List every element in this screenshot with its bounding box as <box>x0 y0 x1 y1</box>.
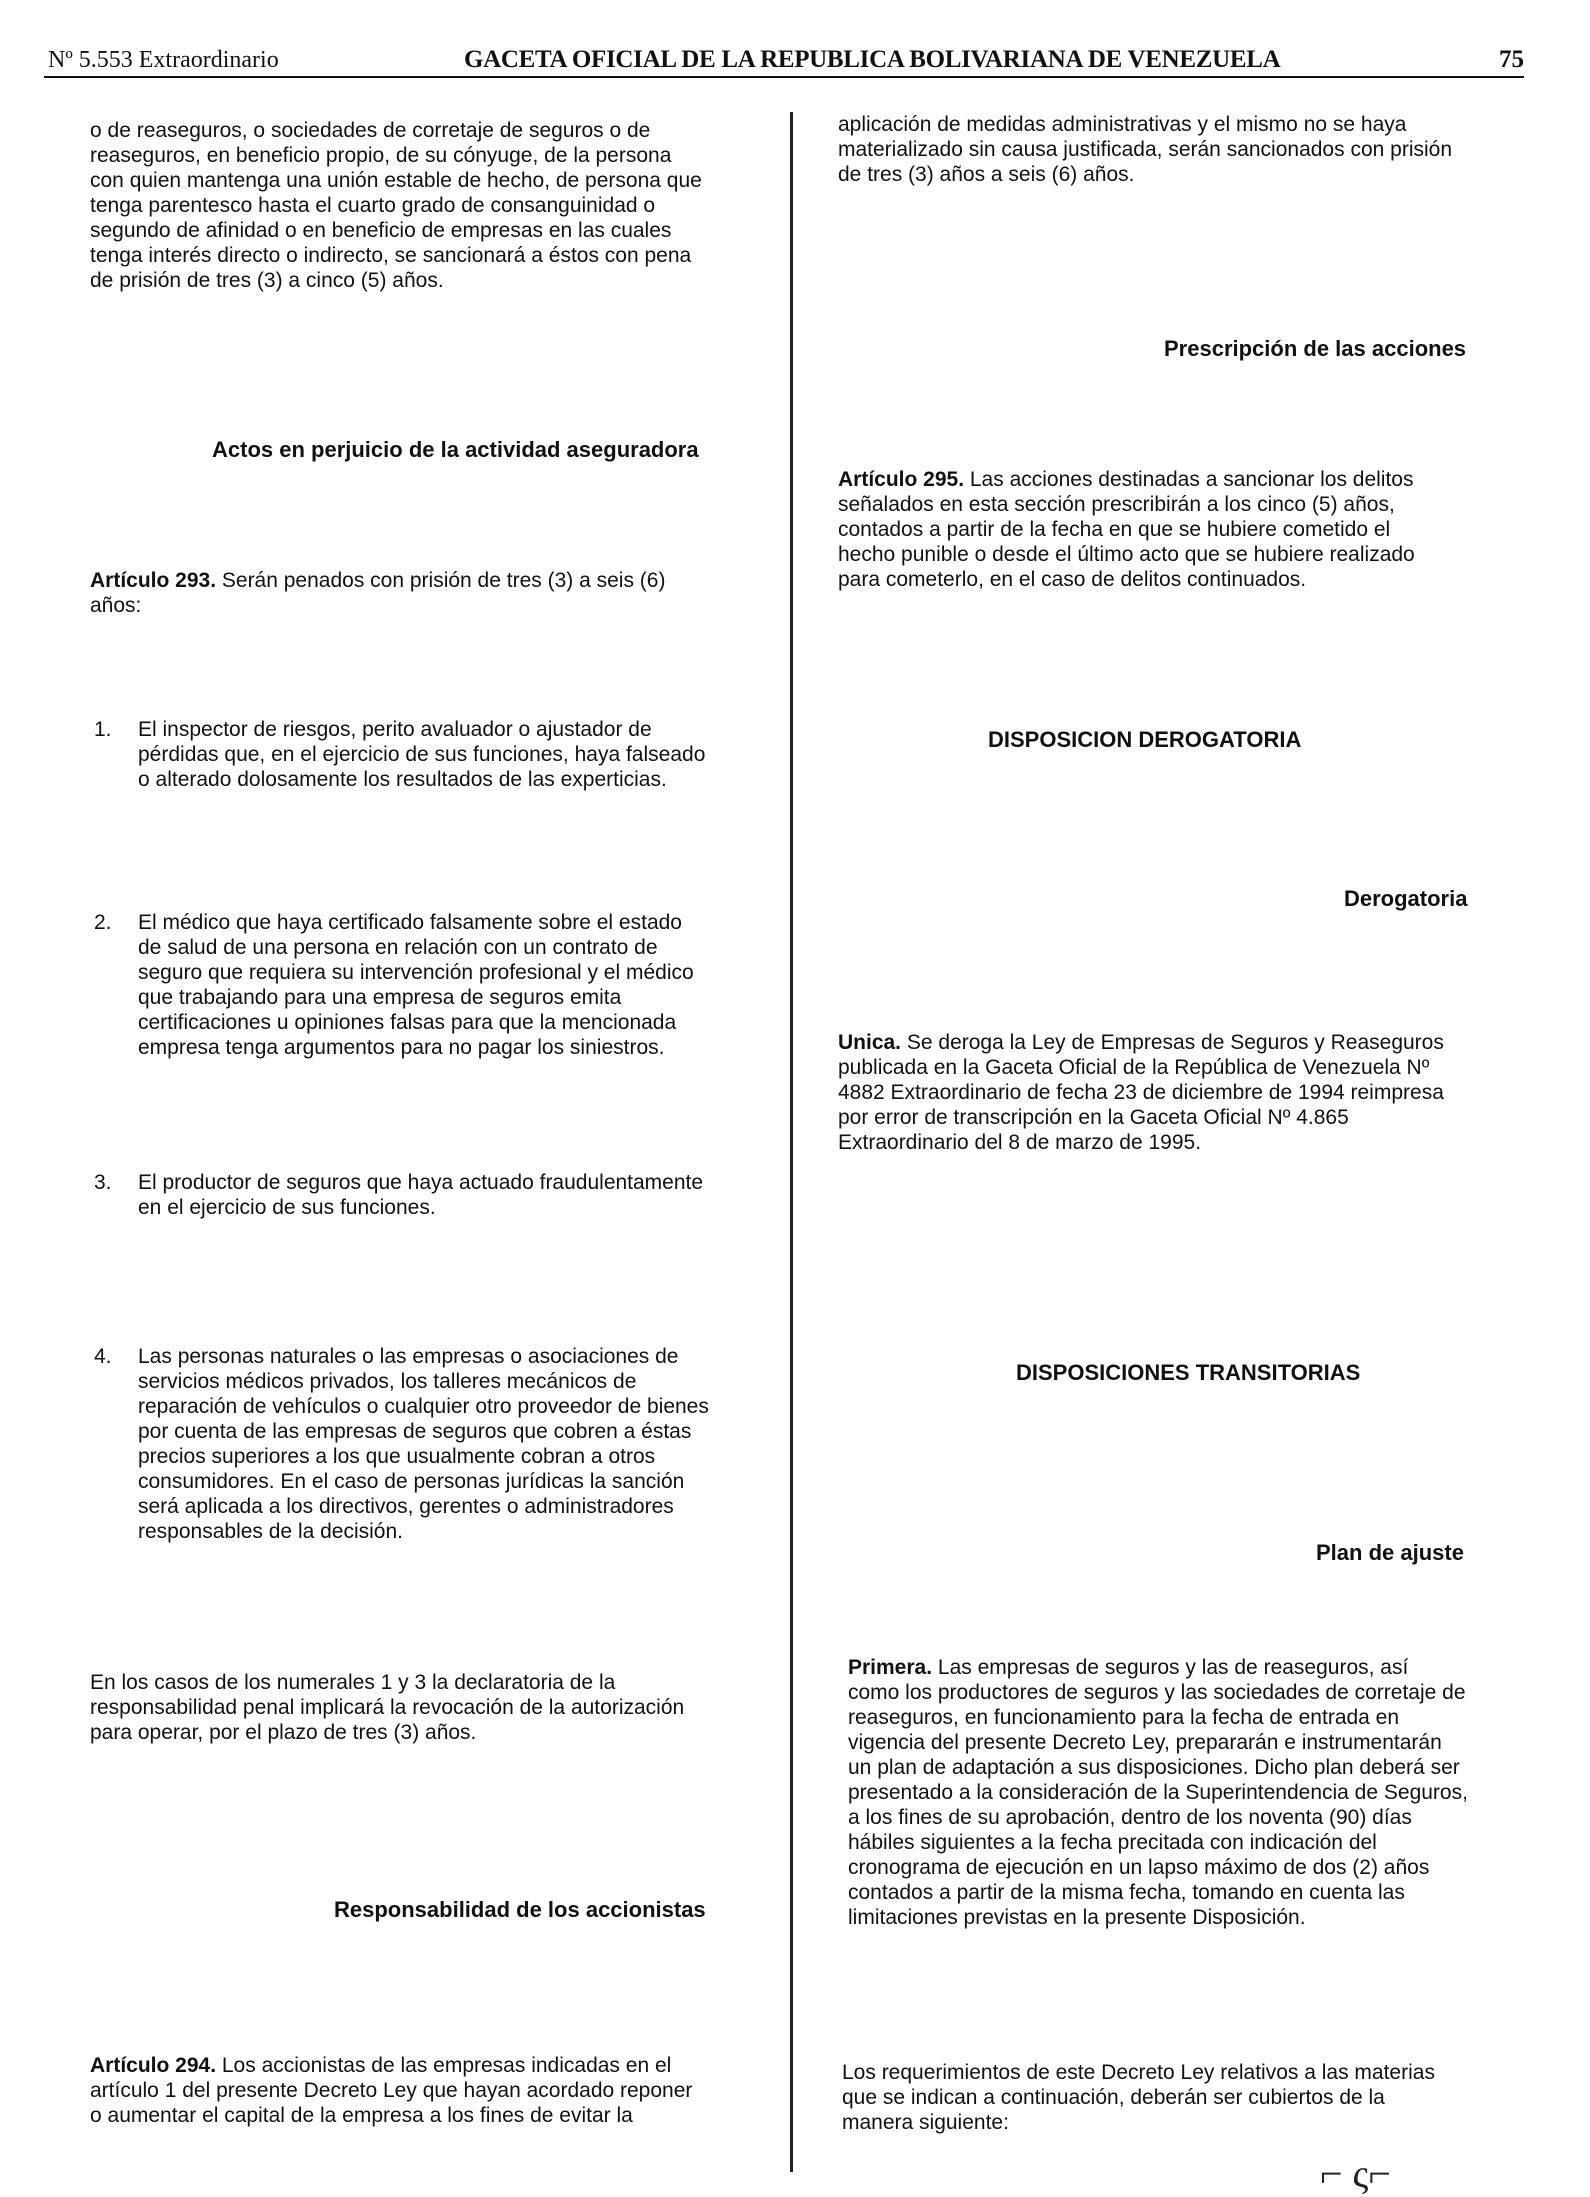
list-item-number: 4. <box>94 1345 112 1368</box>
article-294-text: Los accionistas de las empresas indicadas en el artículo 1 del presente Decreto Ley que hayan acordado reponer o aumentar el capital de la empresa a los fines de evitar la <box>90 2054 693 2127</box>
heading-responsabilidad: Responsabilidad de los accionistas <box>334 1897 706 1922</box>
article-294 <box>90 2053 730 2128</box>
list-item-text: Las personas naturales o las empresas o asociaciones de servicios médicos privados, los talleres mecánicos de reparación de vehículos o cualquier otro proveedor de bienes por cuenta de las empresas de seguros que cobren a éstas precios superiores a los que usualmente cobran a otros consumidores. En el caso de personas jurídicas la sanción será aplicada a los directivos, gerentes o administradores responsables de la decisión. <box>138 1345 709 1543</box>
primera-label: Primera. <box>848 1656 933 1679</box>
list-item-number: 1. <box>94 718 112 741</box>
disposicion-unica <box>838 1030 1478 1155</box>
right-intro-paragraph: aplicación de medidas administrativas y el mismo no se haya materializado sin causa justificada, serán sancionados con prisión de tres (3) años a seis (6) años. <box>838 113 1453 186</box>
article-295-label: Artículo 295. <box>838 468 965 491</box>
column-divider <box>790 112 793 2172</box>
left-closing-paragraph: En los casos de los numerales 1 y 3 la declaratoria de la responsabilidad penal implicará la revocación de la autorización para operar, por el plazo de tres (3) años. <box>90 1671 685 1744</box>
article-294-label: Artículo 294. <box>90 2054 217 2077</box>
issue-number: Nº 5.553 Extraordinario <box>48 47 279 73</box>
heading-actos-perjuicio: Actos en perjuicio de la actividad aseguradora <box>212 437 699 462</box>
list-item-text: El productor de seguros que haya actuado fraudulentamente en el ejercicio de sus funciones. <box>138 1171 704 1219</box>
left-intro-paragraph: o de reaseguros, o sociedades de corretaje de seguros o de reaseguros, en beneficio propio, de su cónyuge, de la persona con quien mantenga una unión estable de hecho, de persona que tenga parentesco hasta el cuarto grado de consanguinidad o segundo de afinidad o en beneficio de empresas en las cuales tenga interés directo o indirecto, se sancionará a éstos con pena de prisión de tres (3) a cinco (5) años. <box>90 119 702 292</box>
unica-text: Se deroga la Ley de Empresas de Seguros y Reaseguros publicada en la Gaceta Oficial de la República de Venezuela Nº 4882 Extraordinario de fecha 23 de diciembre de 1994 reimpresa por error de transcripción en la Gaceta Oficial Nº 4.865 Extraordinario del 8 de marzo de 1995. <box>838 1031 1444 1154</box>
list-item-text: El médico que haya certificado falsamente sobre el estado de salud de una persona en relación con un contrato de seguro que requiera su intervención profesional y el médico que trabajando para una empresa de seguros emita certificaciones u opiniones falsas para que la mencionada empresa tenga argumentos para no pagar los siniestros. <box>138 911 694 1059</box>
page-number: 75 <box>1499 46 1524 73</box>
gazette-title: GACETA OFICIAL DE LA REPUBLICA BOLIVARIANA DE VENEZUELA <box>464 46 1281 73</box>
heading-prescripcion: Prescripción de las acciones <box>1164 336 1467 361</box>
list-item-number: 2. <box>94 911 112 934</box>
article-295 <box>838 467 1478 592</box>
heading-derogatoria: Derogatoria <box>1344 886 1468 911</box>
requerimientos-paragraph: Los requerimientos de este Decreto Ley relativos a las materias que se indican a continuación, deberán ser cubiertos de la manera siguiente: <box>842 2061 1435 2134</box>
article-293 <box>90 568 730 618</box>
disposicion-primera <box>848 1655 1490 1930</box>
list-item-text: El inspector de riesgos, perito avaluador o ajustador de pérdidas que, en el ejercicio de sus funciones, haya falseado o alterado dolosamente los resultados de las experticias. <box>138 718 706 791</box>
primera-text: Las empresas de seguros y las de reaseguros, así como los productores de seguros y las sociedades de corretaje de reaseguros, en funcionamiento para la fecha de entrada en vigencia del presente Decreto Ley, prepararán e instrumentarán un plan de adaptación a sus disposiciones. Dicho plan deberá ser presentado a la consideración de la Superintendencia de Seguros, a los fines de su aprobación, dentro de los noventa (90) días hábiles siguientes a la fecha precitada con indicación del cronograma de ejecución en un lapso máximo de dos (2) años contados a partir de la misma fecha, tomando en cuenta las limitaciones previstas en la presente Disposición. <box>848 1656 1468 1929</box>
page-header <box>44 42 1524 78</box>
article-293-text: Serán penados con prisión de tres (3) a seis (6) años: <box>90 569 666 617</box>
article-295-text: Las acciones destinadas a sancionar los delitos señalados en esta sección prescribirán a los cinco (5) años, contados a partir de la fecha en que se hubiere cometido el hecho punible o desde el último acto que se hubiere realizado para cometerlo, en el caso de delitos continuados. <box>838 468 1415 591</box>
heading-plan-ajuste: Plan de ajuste <box>1316 1540 1464 1565</box>
heading-disposicion-derogatoria: DISPOSICION DEROGATORIA <box>988 727 1302 752</box>
handwritten-mark: ⌐ ς⌐ <box>1320 2151 1391 2196</box>
list-item-number: 3. <box>94 1171 112 1194</box>
unica-label: Unica. <box>838 1031 902 1054</box>
heading-disposiciones-transitorias: DISPOSICIONES TRANSITORIAS <box>1016 1360 1361 1385</box>
article-293-label: Artículo 293. <box>90 569 217 592</box>
